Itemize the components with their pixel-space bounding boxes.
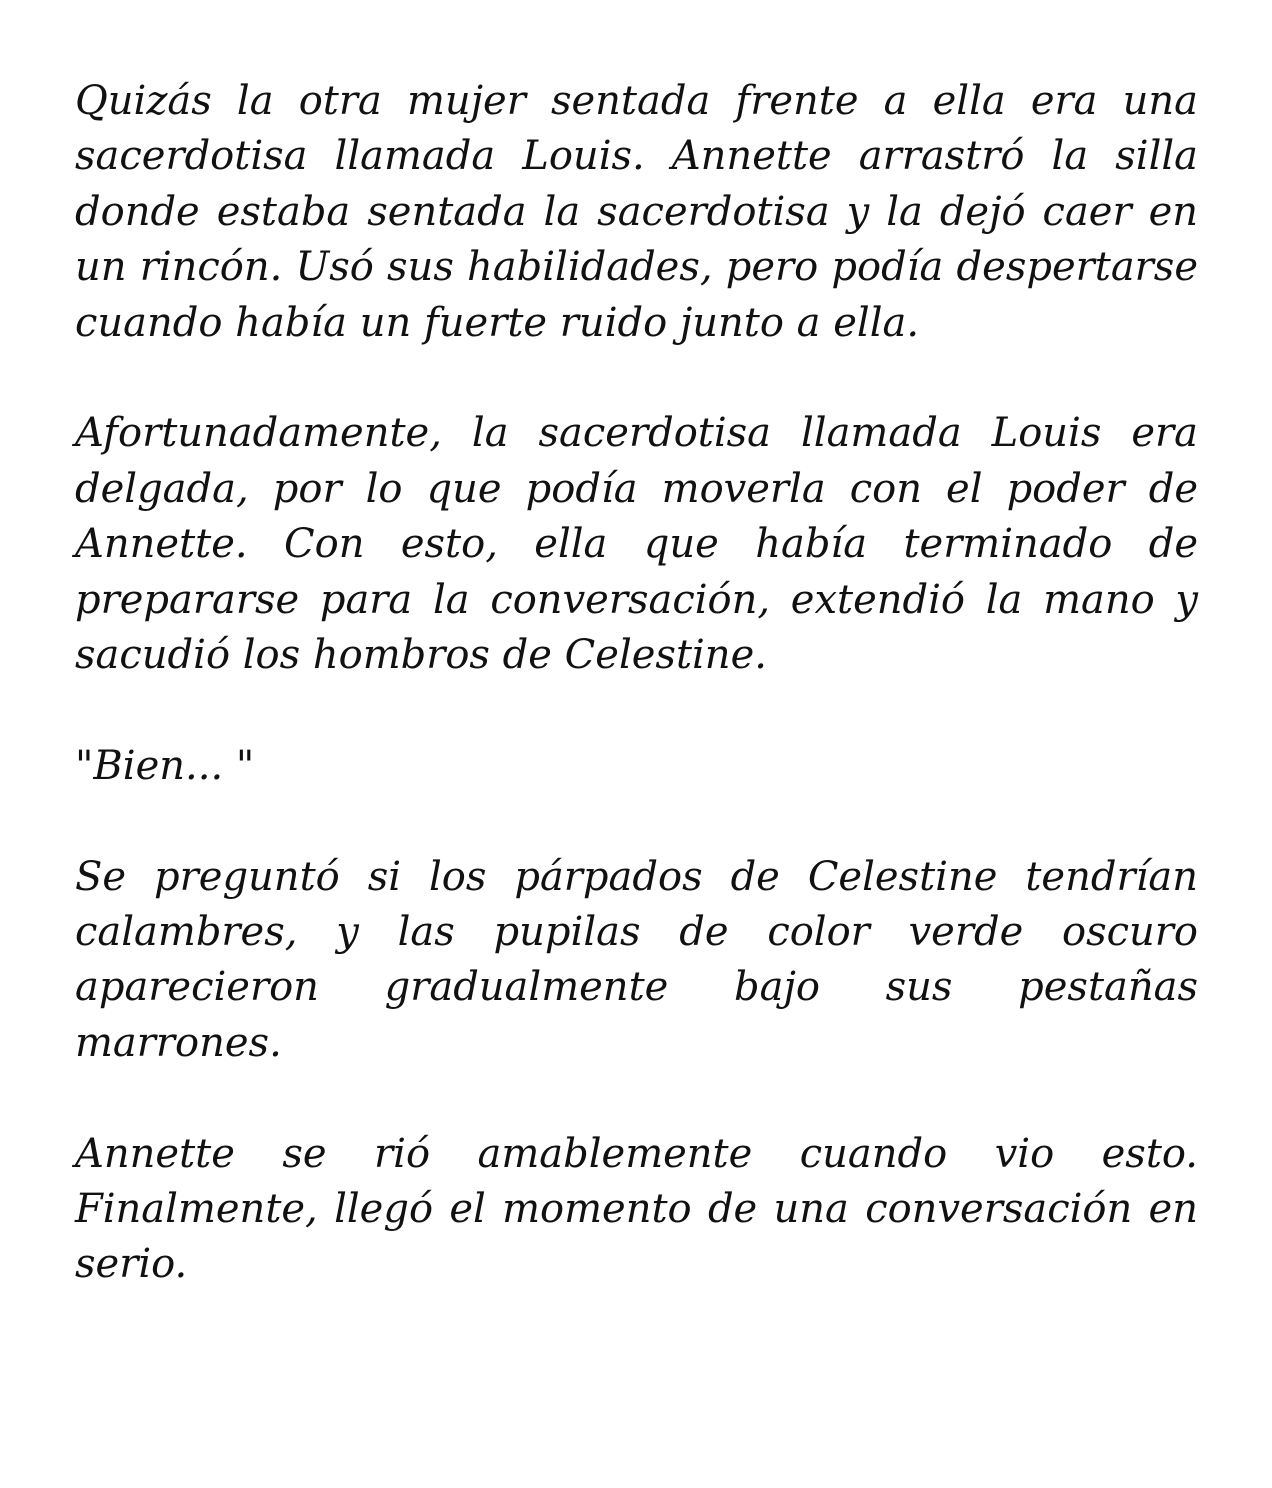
paragraph-3-dialogue: "Bien... " xyxy=(75,742,255,789)
paragraph-1: Quizás la otra mujer sentada frente a ella era una sacerdotisa llamada Louis. Annette arrastró la silla donde estaba sentada la sacerdotisa y la dejó caer en un rincón. Usó sus habilidades, pero podía despertarse cuando había un fuerte ruido junto a ella. xyxy=(75,78,1198,346)
paragraph-2: Afortunadamente, la sacerdotisa llamada Louis era delgada, por lo que podía moverla con el poder de Annette. Con esto, ella que había terminado de prepararse para la conversación, extendió la mano y sacudió los hombros de Celestine. xyxy=(75,410,1198,679)
paragraph-4: Se preguntó si los párpados de Celestine tendrían calambres, y las pupilas de color verde oscuro aparecieron gradualmente bajo sus pestañas marrones. xyxy=(75,853,1198,1066)
text-page xyxy=(75,74,1198,1293)
paragraph-5: Annette se rió amablemente cuando vio esto. Finalmente, llegó el momento de una conversación en serio. xyxy=(75,1130,1198,1288)
